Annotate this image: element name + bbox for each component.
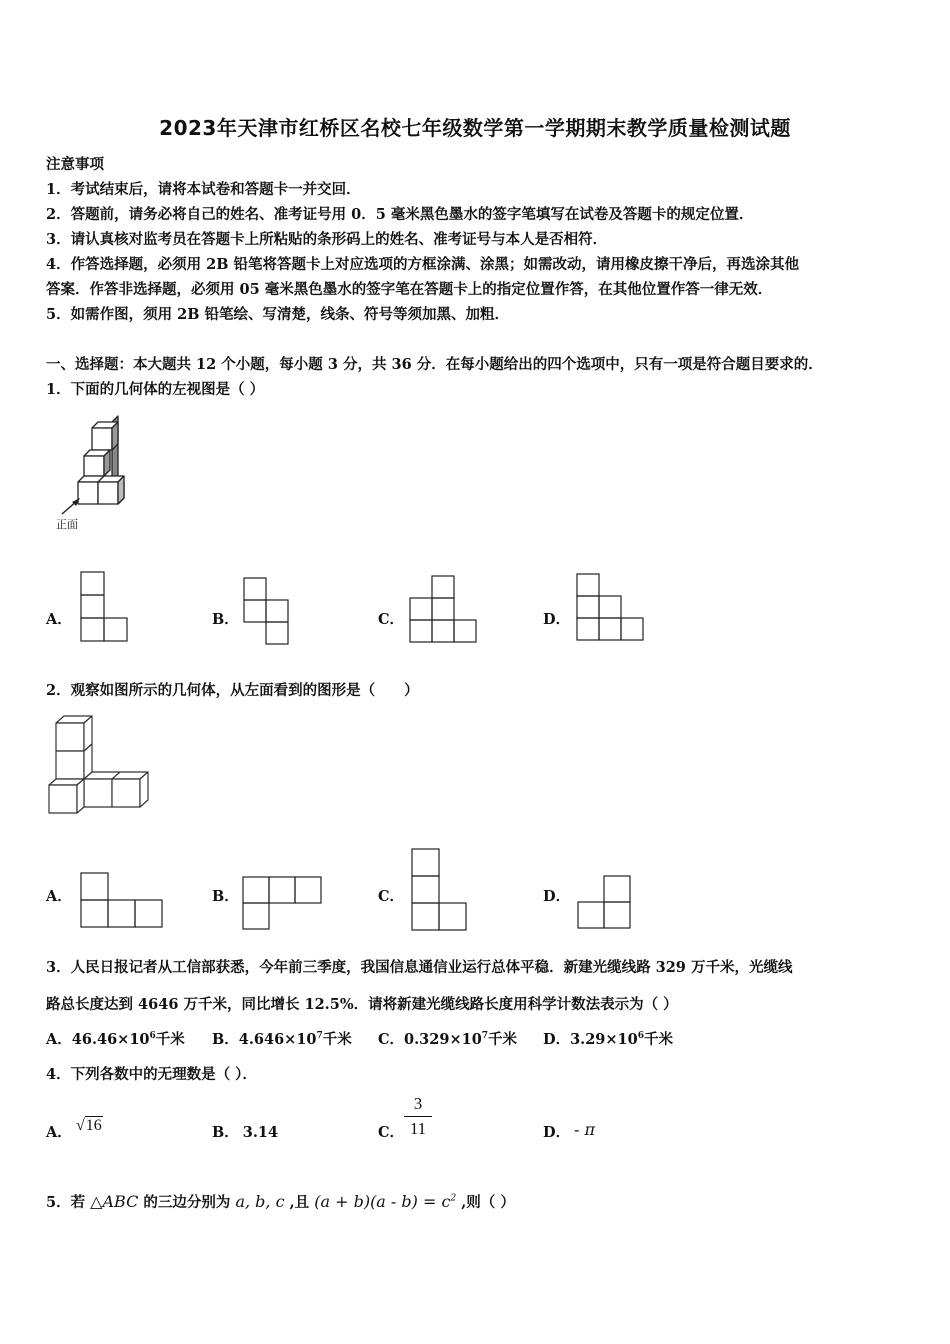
notes-line: 5．如需作图，须用 2B 铅笔绘、写清楚，线条、符号等须加黑、加粗． — [46, 306, 510, 323]
q4-option-a-label[interactable]: A． — [46, 1124, 72, 1141]
q4-option-d-value[interactable]: - π — [574, 1120, 596, 1139]
q4-option-b[interactable]: B． 3.14 — [212, 1124, 279, 1141]
q3-option-b[interactable]: B．$4.646\times 10^7$千米 — [212, 1031, 352, 1048]
q1-option-b-figure[interactable] — [243, 577, 291, 645]
q2-option-b-figure[interactable] — [242, 876, 326, 932]
page-title: 2023年天津市红桥区名校七年级数学第一学期期末教学质量检测试题 — [159, 116, 791, 140]
equation: $(a + b)(a - b) = c^2$ — [314, 1192, 457, 1211]
fraction-bar — [404, 1116, 432, 1117]
notes-line: 答案．作答非选择题，必须用 05 毫米黑色墨水的签字笔在答题卡上的指定位置作答，在其他位置作答一律无效． — [46, 281, 773, 298]
q1-option-d-figure[interactable] — [576, 573, 648, 643]
q3-option-c[interactable]: C．$0.329\times 10^7$千米 — [378, 1031, 518, 1048]
q2-solid-figure — [48, 715, 152, 815]
q3-option-a[interactable]: A．$46.46\times 10^6$千米 — [46, 1031, 185, 1048]
notes-line: 1．考试结束后，请将本试卷和答题卡一并交回． — [46, 181, 361, 198]
q2-option-b-label[interactable]: B． — [212, 888, 239, 905]
q1-option-a-figure[interactable] — [80, 571, 130, 643]
q4-option-c-label[interactable]: C． — [378, 1124, 405, 1141]
q2-option-d-label[interactable]: D． — [543, 888, 571, 905]
question-5-stem: 5．若 △ABC 的三边分别为 a, b, c ,且 $(a + b)(a - b) = c^2$ ,则（ ） — [46, 1192, 515, 1211]
q4-option-d-label[interactable]: D． — [543, 1124, 571, 1141]
question-3-stem-line-2: 路总长度达到 4646 万千米，同比增长 12.5%．请将新建光缆线路长度用科学计数法表示为（ ） — [46, 996, 678, 1013]
notes-line: 3．请认真核对监考员在答题卡上所粘贴的条形码上的姓名、准考证号与本人是否相符． — [46, 231, 608, 248]
notes-line: 4．作答选择题，必须用 2B 铅笔将答题卡上对应选项的方框涂满、涂黑；如需改动，请用橡皮擦干净后，再选涂其他 — [46, 256, 800, 273]
triangle-abc: △ABC — [90, 1192, 139, 1211]
q4-option-a-sqrt[interactable]: √16 — [76, 1117, 102, 1134]
notes-heading: 注意事项 — [46, 156, 104, 173]
sides-abc: a, b, c — [235, 1192, 285, 1211]
q2-option-c-label[interactable]: C． — [378, 888, 405, 905]
question-4-stem: 4．下列各数中的无理数是（ ）． — [46, 1066, 257, 1083]
question-2-stem: 2．观察如图所示的几何体，从左面看到的图形是（ ） — [46, 682, 419, 699]
q2-option-a-figure[interactable] — [80, 872, 166, 930]
q1-option-d-label[interactable]: D． — [543, 611, 571, 628]
question-3-stem-line-1: 3．人民日报记者从工信部获悉，今年前三季度，我国信息通信业运行总体平稳．新建光缆线路 329 万千米，光缆线 — [46, 959, 793, 976]
q4-option-c-fraction[interactable]: 3 11 — [404, 1094, 432, 1139]
q1-option-c-label[interactable]: C． — [378, 611, 405, 628]
q1-option-a-label[interactable]: A． — [46, 611, 72, 628]
q2-option-d-figure[interactable] — [577, 875, 635, 933]
notes-line: 2．答题前，请务必将自己的姓名、准考证号用 0．5 毫米黑色墨水的签字笔填写在试卷及答题卡的规定位置． — [46, 206, 754, 223]
q2-option-a-label[interactable]: A． — [46, 888, 72, 905]
section-heading: 一、选择题：本大题共 12 个小题，每小题 3 分，共 36 分．在每小题给出的四个选项中，只有一项是符合题目要求的． — [46, 356, 823, 373]
q2-option-c-figure[interactable] — [411, 848, 471, 932]
q3-option-d[interactable]: D．$3.29\times 10^6$千米 — [543, 1031, 673, 1048]
front-label: 正面 — [56, 518, 78, 531]
q1-option-b-label[interactable]: B． — [212, 611, 239, 628]
sqrt-icon: √ — [76, 1117, 85, 1134]
question-1-stem: 1．下面的几何体的左视图是（ ） — [46, 381, 265, 398]
q1-option-c-figure[interactable] — [409, 575, 481, 643]
